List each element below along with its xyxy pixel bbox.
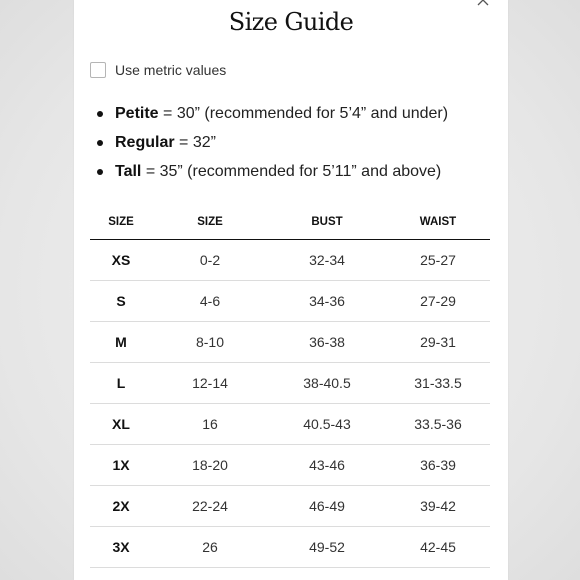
fit-item-petite [94,99,448,128]
size-label-cell: 1X [90,445,152,486]
bullet-icon [97,169,103,175]
fit-name: Petite [115,105,159,122]
table-row [90,363,490,404]
waist-cell: 27-29 [386,281,490,322]
waist-cell: 36-39 [386,445,490,486]
fit-item-regular [94,128,448,157]
table-row [90,527,490,568]
size-label-cell: 2X [90,486,152,527]
table-row [90,486,490,527]
metric-checkbox[interactable] [90,62,106,78]
fit-name: Regular [115,134,175,151]
waist-cell: 39-42 [386,486,490,527]
waist-cell: 31-33.5 [386,363,490,404]
metric-toggle[interactable] [90,62,226,78]
bust-cell: 38-40.5 [268,363,386,404]
metric-label: Use metric values [115,62,227,78]
fit-item-tall [94,157,448,186]
size-numeric-cell: 0-2 [152,240,268,281]
size-label-cell: 3X [90,527,152,568]
waist-cell: 25-27 [386,240,490,281]
bust-cell: 43-46 [268,445,386,486]
bullet-icon [97,111,103,117]
table-header-row [90,204,490,240]
waist-cell: 33.5-36 [386,404,490,445]
size-numeric-cell: 18-20 [152,445,268,486]
size-numeric-cell: 22-24 [152,486,268,527]
table-row [90,281,490,322]
size-label-cell: XS [90,240,152,281]
fit-detail: = 35” (recommended for 5’11” and above) [141,163,442,180]
bust-cell: 36-38 [268,322,386,363]
table-row [90,322,490,363]
size-numeric-cell: 4-6 [152,281,268,322]
bust-cell: 49-52 [268,527,386,568]
bust-cell: 40.5-43 [268,404,386,445]
header-size-numeric: SIZE [152,204,268,240]
size-numeric-cell: 26 [152,527,268,568]
size-label-cell: L [90,363,152,404]
waist-cell: 42-45 [386,527,490,568]
table-row [90,445,490,486]
size-label-cell: XL [90,404,152,445]
header-waist: WAIST [386,204,490,240]
size-label-cell: M [90,322,152,363]
table-row [90,240,490,281]
modal-title: Size Guide [228,8,354,36]
bust-cell: 34-36 [268,281,386,322]
bust-cell: 46-49 [268,486,386,527]
header-bust: BUST [268,204,386,240]
size-guide-modal [74,0,508,580]
size-table [90,204,490,568]
fit-detail: = 32” [174,134,216,151]
close-button[interactable] [475,0,491,8]
table-row [90,404,490,445]
bust-cell: 32-34 [268,240,386,281]
size-numeric-cell: 12-14 [152,363,268,404]
size-label-cell: S [90,281,152,322]
fit-list [94,99,448,186]
bullet-icon [97,140,103,146]
fit-detail: = 30” (recommended for 5’4” and under) [158,105,449,122]
close-icon [475,0,491,8]
size-numeric-cell: 8-10 [152,322,268,363]
fit-name: Tall [115,163,142,180]
waist-cell: 29-31 [386,322,490,363]
size-numeric-cell: 16 [152,404,268,445]
header-size-label: SIZE [90,204,152,240]
